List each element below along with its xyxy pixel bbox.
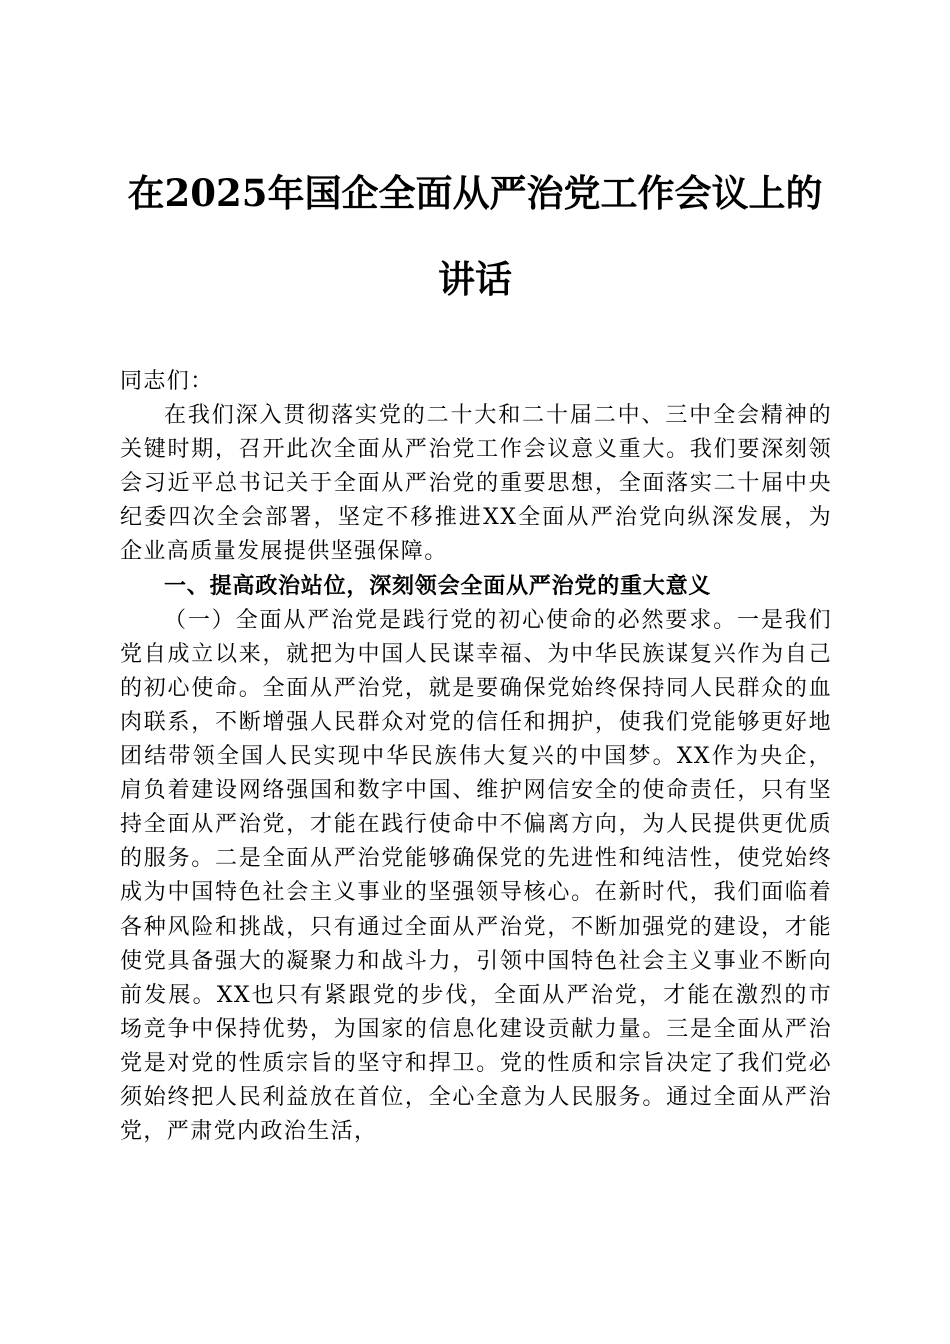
subsection-title: （一）全面从严治党是践行党的初心使命的必然要求。 — [164, 607, 737, 633]
document-body — [120, 365, 832, 1149]
section-heading: 一、提高政治站位，深刻领会全面从严治党的重大意义 — [164, 573, 712, 599]
intro-paragraph: 在我们深入贯彻落实党的二十大和二十届二中、三中全会精神的关键时期，召开此次全面从严治党工作会议意义重大。我们要深刻领会习近平总书记关于全面从严治党的重要思想，全面落实二十届中央纪委四次全会部署，坚定不移推进XX全面从严治党向纵深发展，为企业高质量发展提供坚强保障。 — [120, 403, 832, 565]
salutation: 同志们： — [120, 369, 214, 394]
page-title: 在2025年国企全面从严治党工作会议上的讲话 — [127, 171, 823, 301]
subsection-body: 一是我们党自成立以来，就把为中国人民谋幸福、为中华民族谋复兴作为自己的初心使命。全面从严治党，就是要确保党始终保持同人民群众的血肉联系，不断增强人民群众对党的信任和拥护，使我们党能够更好地团结带领全国人民实现中华民族伟大复兴的中国梦。XX作为央企，肩负着建设网络强国和数字中国、维护网信安全的使命责任，只有坚持全面从严治党，才能在践行使命中不偏离方向，为人民提供更优质的服务。二是全面从严治党能够确保党的先进性和纯洁性，使党始终成为中国特色社会主义事业的坚强领导核心。在新时代，我们面临着各种风险和挑战，只有通过全面从严治党，不断加强党的建设，才能使党具备强大的凝聚力和战斗力，引领中国特色社会主义事业不断向前发展。XX也只有紧跟党的步伐，全面从严治党，才能在激烈的市场竞争中保持优势，为国家的信息化建设贡献力量。三是全面从严治党是对党的性质宗旨的坚守和捍卫。党的性质和宗旨决定了我们党必须始终把人民利益放在首位，全心全意为人民服务。通过全面从严治党，严肃党内政治生活， — [120, 607, 832, 1145]
subsection-paragraph — [120, 604, 832, 1150]
